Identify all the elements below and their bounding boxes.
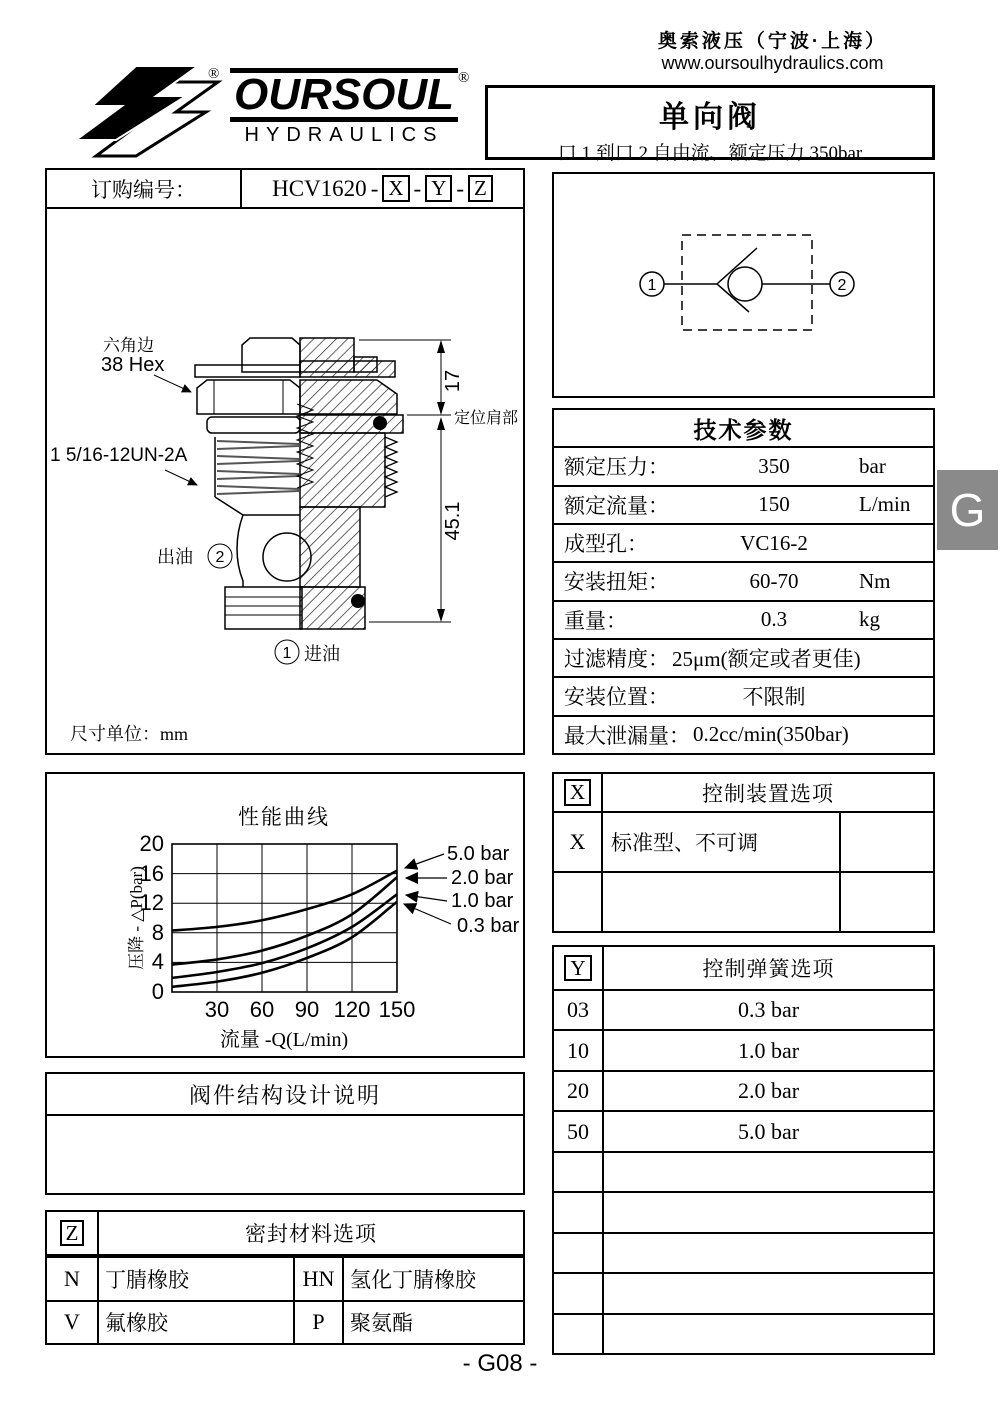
drawing-labels: [50, 336, 340, 744]
order-code: [242, 170, 523, 207]
empty-cell: [604, 1153, 933, 1191]
company-website: www.oursoulhydraulics.com: [661, 53, 884, 73]
z-code: Z: [60, 1220, 85, 1246]
seal-material: 氢化丁腈橡胶: [350, 1267, 476, 1292]
svg-text:20: 20: [139, 831, 164, 856]
unit-note: 尺寸单位：mm: [70, 724, 189, 744]
svg-text:0: 0: [151, 979, 164, 1004]
symbol-port2: 2: [837, 277, 847, 294]
order-opt-y: Y: [425, 175, 452, 201]
chart-curves: [172, 871, 397, 987]
drawing-panel: [45, 168, 525, 755]
option-desc: 标准型、不可调: [603, 813, 841, 871]
legend-2bar: 2.0 bar: [451, 867, 514, 889]
param-label: 成型孔：: [564, 532, 648, 557]
table-row: [554, 638, 933, 676]
seal-code: P: [295, 1302, 344, 1344]
symbol-seat: [717, 248, 757, 312]
out-port-label: 出油: [157, 547, 193, 567]
page-subtitle: 口 1 到口 2 自由流、额定压力 350bar: [557, 143, 863, 164]
spring-code: 10: [554, 1031, 604, 1069]
logo-s-mark-icon: [58, 60, 228, 160]
empty-cell: [604, 1234, 933, 1272]
table-row: [554, 1313, 933, 1353]
seal-code: V: [47, 1302, 99, 1344]
tech-table-title: 技术参数: [693, 417, 794, 443]
param-value: 0.2cc/min(350bar): [693, 722, 849, 747]
empty-cell: [604, 1315, 933, 1353]
table-row: [554, 676, 933, 714]
table-row: [554, 1191, 933, 1231]
registered-mark: ®: [458, 70, 470, 86]
thread-label: 1 5/16-12UN-2A: [50, 445, 188, 466]
legend-1bar: 1.0 bar: [451, 890, 514, 912]
registered-mark: ®: [208, 66, 220, 82]
z-code-cell: [47, 1212, 99, 1254]
z-table-title: 密封材料选项: [245, 1222, 377, 1246]
param-label: 安装位置：: [564, 685, 669, 710]
logo-wordmark: [230, 68, 458, 147]
thread-lines: [217, 441, 299, 494]
spring-value: 1.0 bar: [737, 1037, 800, 1063]
order-number-row: [47, 170, 523, 209]
empty-cell: [841, 813, 933, 871]
empty-cell: [604, 1274, 933, 1312]
param-label: 过滤精度：: [564, 647, 669, 672]
y-table-header: [554, 947, 933, 991]
design-note-title: 阀件结构设计说明: [47, 1074, 523, 1116]
control-spring-options-table: [552, 945, 935, 1355]
param-value: 350: [758, 453, 790, 478]
seal-code: HN: [295, 1258, 344, 1300]
order-sep: -: [456, 175, 465, 201]
svg-text:90: 90: [294, 997, 320, 1022]
x-axis-label: 流量 -Q(L/min): [219, 1029, 349, 1051]
dim-17: 17: [442, 369, 464, 393]
legend-03bar: 0.3 bar: [457, 915, 520, 937]
page-title: 单向阀: [659, 101, 761, 134]
x-tick-labels: [205, 997, 416, 1022]
table-row: [554, 1232, 933, 1272]
order-opt-z: Z: [468, 175, 493, 201]
header-company-block: [600, 26, 945, 74]
design-note-body: [47, 1116, 523, 1193]
option-code: X: [554, 813, 603, 871]
table-row: [554, 1272, 933, 1312]
order-sep: -: [370, 175, 379, 201]
svg-text:8: 8: [151, 920, 164, 945]
tech-parameters-table: [552, 408, 935, 755]
param-unit: Nm: [859, 568, 891, 593]
svg-text:150: 150: [378, 997, 416, 1022]
seal-material-options-table: [45, 1210, 525, 1345]
empty-cell: [554, 1315, 604, 1353]
spring-value: 5.0 bar: [737, 1118, 800, 1144]
valve-outline-view: [195, 338, 313, 629]
logo-subword: HYDRAULICS: [244, 124, 444, 146]
valve-drawing: [47, 209, 523, 755]
table-row: [554, 1151, 933, 1191]
hex-label-en: 38 Hex: [101, 354, 165, 376]
x-code: X: [564, 779, 591, 805]
table-row: [554, 871, 933, 931]
seal-material: 氟橡胶: [99, 1302, 295, 1344]
spring-code: 03: [554, 991, 604, 1029]
param-value: 25μm(额定或者更佳): [672, 647, 861, 672]
spring-code: 50: [554, 1112, 604, 1150]
param-value: 150: [758, 492, 790, 517]
check-valve-symbol: [554, 174, 933, 396]
table-row: [47, 1256, 523, 1300]
x-table-title: 控制装置选项: [702, 781, 834, 806]
oring-lower: [351, 594, 365, 608]
empty-cell: [554, 1274, 604, 1312]
spring-value: 2.0 bar: [737, 1078, 800, 1104]
svg-text:60: 60: [249, 997, 275, 1022]
param-unit: kg: [859, 607, 880, 632]
empty-cell: [554, 873, 603, 931]
performance-chart: [47, 774, 523, 1056]
table-row: [554, 1070, 933, 1110]
seal-code: N: [47, 1258, 99, 1300]
empty-cell: [604, 1193, 933, 1231]
svg-text:30: 30: [204, 997, 230, 1022]
table-row: [554, 485, 933, 523]
param-unit: L/min: [859, 492, 911, 517]
param-label: 额定压力：: [564, 455, 669, 480]
seal-material: 丁腈橡胶: [99, 1258, 295, 1300]
valve-section-hatched: [300, 338, 403, 629]
param-value: 不限制: [742, 685, 806, 710]
in-port-label: 进油: [304, 644, 340, 664]
svg-text:4: 4: [151, 949, 164, 974]
param-value: 0.3: [760, 607, 788, 632]
title-box: [485, 85, 935, 164]
table-row: [554, 991, 933, 1029]
shoulder-label: 定位肩部: [454, 410, 519, 427]
y-code: Y: [564, 955, 591, 981]
performance-curve-panel: [45, 772, 525, 1058]
port1-number: 1: [282, 645, 292, 662]
param-value: 60-70: [749, 568, 799, 593]
empty-cell: [603, 873, 841, 931]
table-row: [554, 813, 933, 871]
order-sep: -: [413, 175, 422, 201]
param-unit: bar: [859, 453, 886, 478]
symbol-port1: 1: [647, 277, 657, 294]
table-row: [554, 561, 933, 599]
logo: [58, 60, 470, 160]
table-row: [554, 1110, 933, 1150]
table-row: [554, 1029, 933, 1069]
symbol-ball: [728, 267, 762, 301]
spring-value: 0.3 bar: [737, 997, 800, 1023]
z-table-header: [47, 1212, 523, 1256]
design-note-panel: [45, 1072, 525, 1195]
x-table-header: [554, 774, 933, 813]
svg-text:12: 12: [139, 890, 164, 915]
y-axis-label: 压降 - △P(bar): [127, 866, 146, 970]
hex-label-cn: 六角边: [103, 336, 154, 355]
curve-callouts: [404, 843, 520, 937]
logo-word: OURSOUL: [230, 68, 458, 122]
symbol-envelope: [682, 235, 812, 330]
empty-cell: [841, 873, 933, 931]
port2-number: 2: [215, 549, 225, 566]
param-label: 重量：: [564, 608, 627, 633]
svg-text:16: 16: [139, 861, 164, 886]
empty-cell: [554, 1193, 604, 1231]
param-label: 最大泄漏量：: [564, 723, 690, 748]
company-name: 奥索液压（宁波·上海）: [657, 31, 888, 52]
table-row: [47, 1300, 523, 1344]
legend-5bar: 5.0 bar: [447, 843, 510, 865]
hydraulic-symbol-panel: [552, 172, 935, 398]
param-label: 安装扭矩：: [564, 570, 669, 595]
page-number: - G08 -: [462, 1350, 538, 1377]
table-row: [554, 446, 933, 484]
table-row: [554, 600, 933, 638]
x-code-cell: [554, 774, 603, 811]
y-code-cell: [554, 947, 604, 989]
seal-material: 聚氨酯: [350, 1311, 413, 1336]
control-device-options-table: [552, 772, 935, 933]
section-tab-g: G: [937, 470, 998, 550]
param-value: VC16-2: [740, 530, 808, 555]
table-row: [554, 523, 933, 561]
order-label: 订购编号：: [47, 170, 242, 207]
order-opt-x: X: [382, 175, 409, 201]
dim-45-1: 45.1: [442, 501, 464, 541]
chart-title: 性能曲线: [238, 805, 330, 829]
curve-5bar: [172, 871, 397, 931]
y-table-title: 控制弹簧选项: [702, 957, 835, 981]
oring-upper: [373, 416, 387, 430]
empty-cell: [554, 1234, 604, 1272]
spring-code: 20: [554, 1072, 604, 1110]
table-row: [554, 715, 933, 753]
svg-text:120: 120: [333, 997, 371, 1022]
param-label: 额定流量：: [564, 493, 669, 518]
empty-cell: [554, 1153, 604, 1191]
order-code-prefix: HCV1620: [272, 175, 367, 201]
